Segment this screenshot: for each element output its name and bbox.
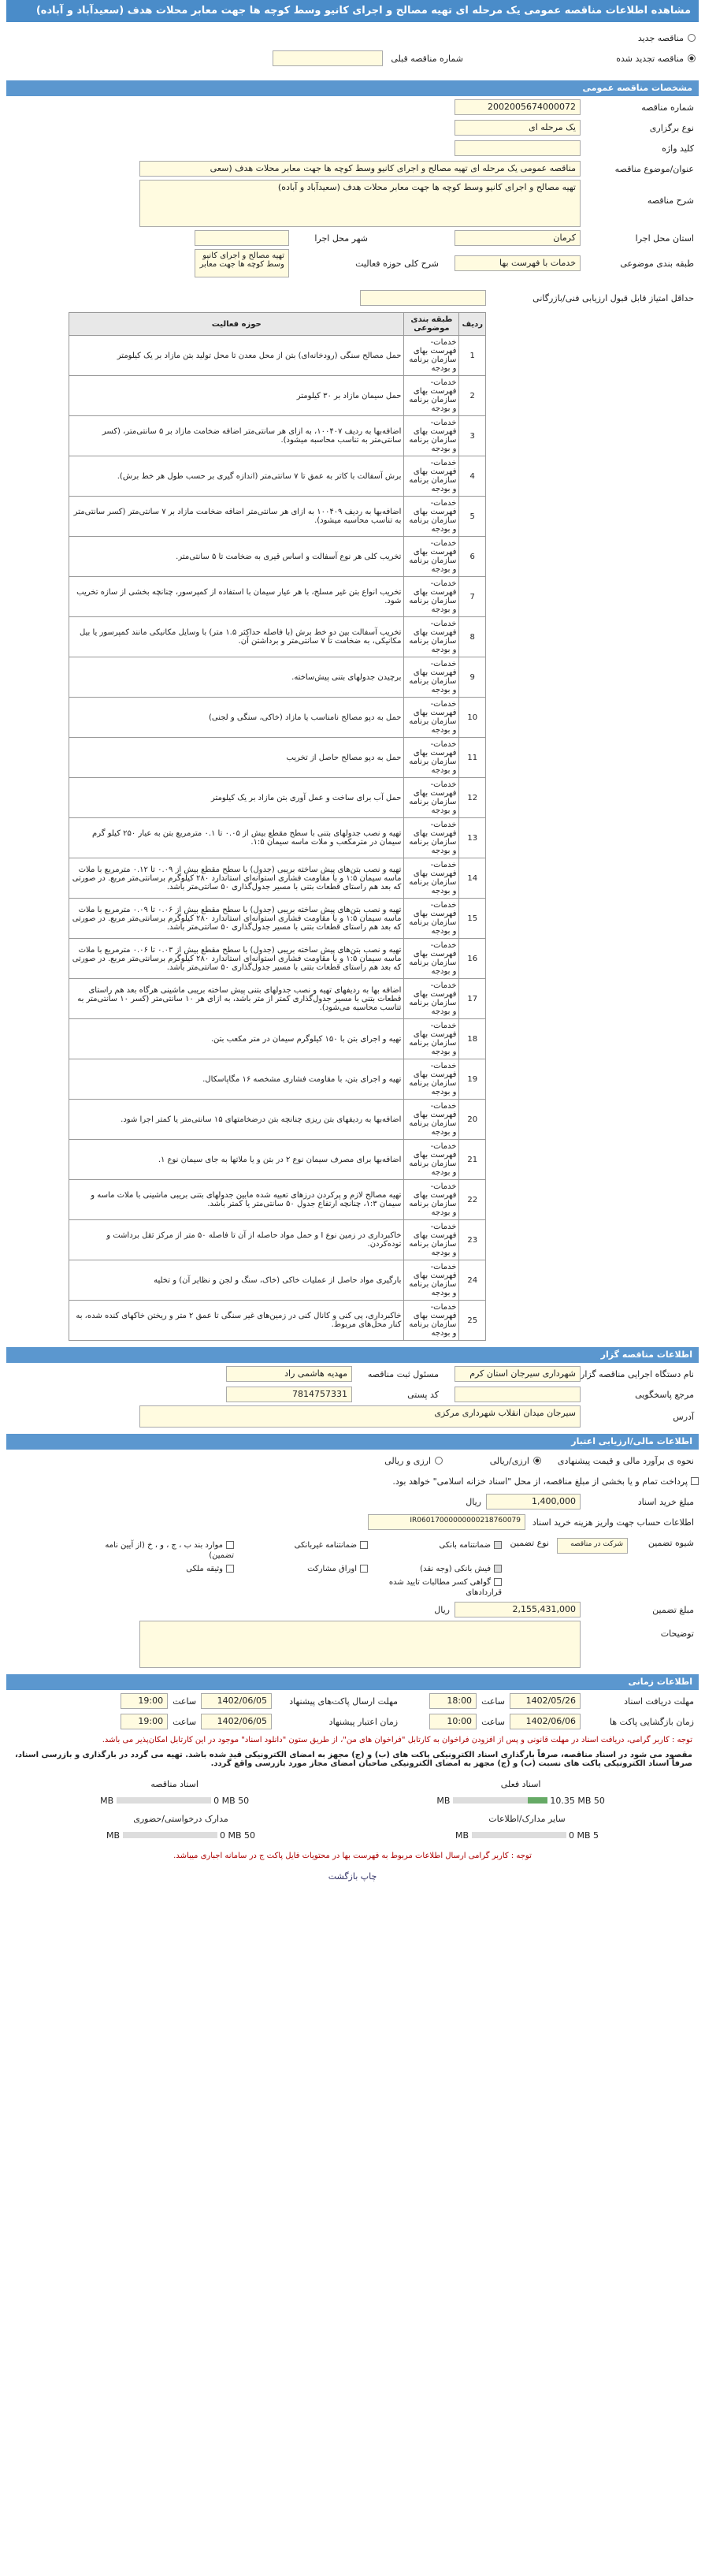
print-link[interactable]: چاپ بازگشت [328,1871,377,1882]
row-activity: بارگیری مواد حاصل از عملیات خاکی (خاک، سنگ و لجن و نظایر آن) و تخلیه [69,1260,404,1301]
subject-field: مناقصه عمومی یک مرحله ای تهیه مصالح و اجرای کانیو وسط کوچه ها جهت معابر محلات هدف (سعی [139,161,581,177]
row-category: خدمات-فهرست بهای سازمان برنامه و بودجه [404,858,459,899]
method-label: نحوه ی برآورد مالی و قیمت پیشنهادی [557,1455,694,1466]
row-number: 2 [459,376,486,416]
row-number: 11 [459,738,486,778]
doc-current-label: اسناد فعلی [500,1779,541,1789]
row-activity: اضافه‌بها به ردیف ۱۰۰۴۰۷، به ازای هر سانتی‌متر اضافه ضخامت مازاد بر ۵ سانتی‌متر، (کسر سانتی‌متر به تناسب محاسبه میشود). [69,416,404,456]
table-row [69,1019,486,1059]
row-number: 5 [459,497,486,537]
guarantee-option-label: ضمانتنامه بانکی [439,1541,491,1550]
keyword-label: کلید واژه [662,143,694,154]
table-row [69,899,486,939]
row-number: 10 [459,698,486,738]
keyword-field [455,140,581,156]
row-number: 1 [459,336,486,376]
unit-label: مسئول ثبت مناقصه [367,1368,439,1379]
row-activity: تخریب کلی هر نوع آسفالت و اساس قیری به ضخامت تا ۵ سانتی‌متر. [69,537,404,577]
row-category: خدمات-فهرست بهای سازمان برنامه و بودجه [404,698,459,738]
guarantee-option-label: اوراق مشارکت [307,1565,357,1573]
row-activity: حمل به دپو مصالح نامناسب یا مازاد (خاکی، سنگی و لجنی) [69,698,404,738]
table-row [69,778,486,818]
row-activity: اضافه‌بها برای مصرف سیمان نوع ۲ در بتن و یا ملاتها به جای سیمان نوع ۱. [69,1140,404,1180]
row-number: 13 [459,818,486,858]
guarantee-option-label: موارد بند ب ، ج ، و ، خ (از آیین نامه تضمین) [105,1541,234,1560]
row-category: خدمات-فهرست بهای سازمان برنامه و بودجه [404,1301,459,1341]
row-category: خدمات-فهرست بهای سازمان برنامه و بودجه [404,1019,459,1059]
row-category: خدمات-فهرست بهای سازمان برنامه و بودجه [404,537,459,577]
items-table [69,312,486,1341]
doc-req [106,1814,255,1841]
general-work-field: تهیه مصالح و اجرای کانیو وسط کوچه ها جهت معابر [195,249,289,277]
number-field: 2002005674000072 [455,99,581,115]
row-category: خدمات-فهرست بهای سازمان برنامه و بودجه [404,1180,459,1220]
row-activity: حمل سیمان مازاد بر ۳۰ کیلومتر [69,376,404,416]
doc-req-bar [123,1832,217,1838]
city-label: شهر محل اجرا [314,233,368,244]
new-tender-label: مناقصه جدید [637,32,684,43]
table-row [69,416,486,456]
row-number: 9 [459,657,486,698]
table-row [69,1059,486,1100]
row-category: خدمات-فهرست بهای سازمان برنامه و بودجه [404,1059,459,1100]
footer-note: توجه : کاربر گرامی ارسال اطلاعات مربوط به فهرست بها در محتویات فایل پاکت ج در سامانه اجباری میباشد. [173,1852,532,1860]
min-score-label: حداقل امتیاز قابل قبول ارزیابی فنی/بازرگانی [532,292,694,303]
guarantee-option-label: گواهی کسر مطالبات تایید شده قراردادهای [388,1578,502,1597]
row-number: 22 [459,1180,486,1220]
doc-pub-label: اسناد مناقصه [150,1779,199,1789]
org-name-field: شهرداری سیرجان استان کرم [455,1366,581,1382]
table-row [69,577,486,617]
table-row [69,1180,486,1220]
doc-other [455,1814,599,1841]
doc-current-bar-fill [528,1797,547,1804]
doc-pub-size: 0 MB [213,1796,236,1806]
row-activity: خاکبرداری، پی کنی و کانال کنی در زمین‌های غیر سنگی تا عمق ۲ متر و ریختن خاکهای کنده شده، به کنار محل‌های مربوط. [69,1301,404,1341]
guarantee-checkbox[interactable] [494,1541,502,1549]
doc-req-max: 50 MB [106,1830,256,1841]
prev-tender-input[interactable] [273,50,383,66]
category-field: خدمات با فهرست بها [455,255,581,271]
doc-note-2: مقصود می شود در اسناد مناقصه، صرفاً بارگذاری اسناد الکترونیکی پاکت های (ب) و (ج) مجهز به امضای الکترونیکی قید شده باشد. تهیه می گردد در بارگذاری و بازرسی اسناد، صرفاً اسناد الکترونیکی پاکت های نسبت (ب) و (ج) مجهز به امضای الکترونیکی صاحبان امضای مجاز مورد بازرسی واقع گردد. [15,1751,692,1768]
table-row [69,376,486,416]
guarantee-options [92,1538,502,1599]
doc-pub-bar [117,1797,211,1804]
table-row [69,1100,486,1140]
doc-current [436,1779,605,1806]
open-time-label: ساعت [481,1716,505,1727]
table-row [69,1301,486,1341]
city-field [195,230,289,246]
desc-label: شرح مناقصه [647,195,694,206]
doc-current-size: 10.35 MB [550,1796,592,1806]
guarantee-checkbox[interactable] [360,1541,368,1549]
send-time: 19:00 [121,1693,168,1709]
doc-pub [100,1779,249,1806]
treasury-checkbox[interactable] [691,1477,699,1485]
col-category: طبقه بندی موضوعی [404,313,459,336]
row-activity: اضافه بها به ردیفهای تهیه و نصب جدولهای بتنی پیش ساخته بریبی ماشینی هرگاه بعد هم راستای قطعات بتنی با مسیر جدول‌گذاری کمتر از متر باشد، به ازای هر ۱۰ سانتی‌متر (کسر ۱۰ سانتی‌متر به تناسب محاسبه می‌شود). [69,979,404,1019]
table-row [69,858,486,899]
row-activity: اضافه‌بها به ردیف ۱۰۰۴۰۹ به ازای هر سانتی‌متر اضافه ضخامت مازاد بر ۷ سانتی‌متر (کسر سانتی‌متر به تناسب محاسبه میشود). [69,497,404,537]
method-opt1-radio[interactable] [533,1457,541,1465]
row-activity: حمل آب برای ساخت و عمل آوری بتن مازاد بر یک کیلومتر [69,778,404,818]
pub-time: 18:00 [429,1693,477,1709]
province-field: کرمان [455,230,581,246]
org-name-label: نام دستگاه اجرایی مناقصه گزار [581,1368,694,1379]
row-number: 7 [459,577,486,617]
guarantee-desc-field [139,1621,581,1668]
row-category: خدمات-فهرست بهای سازمان برنامه و بودجه [404,738,459,778]
row-number: 8 [459,617,486,657]
table-row [69,738,486,778]
guarantee-checkbox[interactable] [360,1565,368,1573]
min-score-field [360,290,486,306]
valid-time-label: ساعت [173,1716,197,1727]
guarantee-option-label: فیش بانکی (وجه نقد) [420,1565,491,1573]
kind-label: شیوه تضمین [647,1538,694,1548]
doc-req-size: 0 MB [220,1830,242,1841]
row-number: 17 [459,979,486,1019]
guarantee-option[interactable] [234,1563,368,1573]
valid-date: 1402/06/05 [201,1714,272,1729]
prev-tender-label: شماره مناقصه قبلی [391,53,463,64]
doc-current-bar [453,1797,547,1804]
row-activity: تهیه و نصب بتن‌های پیش ساخته بریبی (جدول) با سطح مقطع بیش از ۰.۰۶ تا ۰.۰۹ مترمربع با ملات ماسه سیمان ۱:۵ و با مقاومت فشاری استوانه‌ای استاندارد ۲۸۰ کیلوگرم برسانتی‌متر مربع. در صورتی که بعد هم راستای قطعات بتنی با مسیر جدول‌گذاری ۵۰ سانتی‌متر باشد. [69,899,404,939]
ref-field [455,1387,581,1402]
type-field: یک مرحله ای [455,120,581,136]
general-work-label: شرح کلی حوزه فعالیت [355,258,439,269]
row-category: خدمات-فهرست بهای سازمان برنامه و بودجه [404,899,459,939]
province-label: استان محل اجرا [635,233,694,244]
row-category: خدمات-فهرست بهای سازمان برنامه و بودجه [404,617,459,657]
method-opt2-label: ارزی و ریالی [384,1455,431,1466]
table-row [69,939,486,979]
guarantee-option[interactable] [368,1576,502,1597]
account-field: IR06017000000000218760079 [368,1514,525,1530]
amount-field: 2,155,431,000 [455,1602,581,1617]
guarantee-checkbox[interactable] [226,1541,234,1549]
pub-date: 1402/05/26 [510,1693,581,1709]
col-activity: حوزه فعالیت [69,313,404,336]
table-row [69,336,486,376]
fee-label: مبلغ خرید اسناد [637,1496,694,1507]
open-label: زمان بازگشایی پاکت ها [609,1716,694,1727]
row-number: 24 [459,1260,486,1301]
send-label: مهلت ارسال پاکت‌های پیشنهاد [289,1696,399,1707]
table-row [69,1140,486,1180]
postal-label: کد پستی [407,1389,439,1400]
table-row [69,1260,486,1301]
valid-time: 19:00 [121,1714,168,1729]
row-activity: تهیه و اجرای بتن با ۱۵۰ کیلوگرم سیمان در متر مکعب بتن. [69,1019,404,1059]
doc-other-label: سایر مدارک/اطلاعات [488,1814,566,1824]
amount-unit: ریال [434,1604,450,1615]
table-row [69,537,486,577]
row-category: خدمات-فهرست بهای سازمان برنامه و بودجه [404,336,459,376]
type-label: نوع برگزاری [649,122,694,133]
row-category: خدمات-فهرست بهای سازمان برنامه و بودجه [404,1140,459,1180]
pub-label: مهلت دریافت اسناد [624,1696,694,1707]
row-category: خدمات-فهرست بهای سازمان برنامه و بودجه [404,818,459,858]
col-row: ردیف [459,313,486,336]
guarantee-checkbox[interactable] [494,1578,502,1586]
row-category: خدمات-فهرست بهای سازمان برنامه و بودجه [404,456,459,497]
row-number: 18 [459,1019,486,1059]
guarantee-option-label: وثیقه ملکی [186,1565,223,1573]
row-category: خدمات-فهرست بهای سازمان برنامه و بودجه [404,1260,459,1301]
guarantee-option[interactable] [100,1563,234,1573]
guarantee-desc-label: توضیحات [660,1629,694,1639]
row-activity: تهیه و نصب بتن‌های پیش ساخته بریبی (جدول) با سطح مقطع بیش از ۰.۰۹ تا ۰.۱۲ مترمربع با ملات ماسه سیمان ۱:۵ و با مقاومت فشاری استوانه‌ای استاندارد ۲۸۰ کیلوگرم برسانتی‌متر مربع. در صورتی که بعد هم راستای قطعات بتنی با مسیر جدول‌گذاری ۵۰ سانتی‌متر باشد. [69,858,404,899]
row-number: 15 [459,899,486,939]
row-number: 12 [459,778,486,818]
send-time-label: ساعت [173,1696,197,1707]
guarantee-option[interactable] [234,1539,368,1560]
fee-field: 1,400,000 [486,1494,581,1509]
account-label: اطلاعات حساب جهت واریز هزینه خرید اسناد [532,1517,694,1528]
row-category: خدمات-فهرست بهای سازمان برنامه و بودجه [404,577,459,617]
row-number: 14 [459,858,486,899]
table-row [69,456,486,497]
guarantee-option[interactable] [100,1539,234,1560]
doc-req-label: مدارک درخواستی/حضوری [133,1814,228,1824]
guarantee-option[interactable] [368,1563,502,1573]
row-activity: برش آسفالت با کاتر به عمق تا ۷ سانتی‌متر (اندازه گیری بر حسب طول هر خط برش). [69,456,404,497]
row-activity: اضافه‌بها به ردیفهای بتن ریزی چنانچه بتن درضخامتهای ۱۵ سانتی‌متر یا کمتر اجرا شود. [69,1100,404,1140]
row-number: 3 [459,416,486,456]
schedule-section-header: اطلاعات زمانی [6,1674,699,1690]
open-date: 1402/06/06 [510,1714,581,1729]
doc-other-size: 0 MB [569,1830,591,1841]
method-opt1-label: ارزی/ریالی [489,1455,529,1466]
doc-other-max: 5 MB [455,1830,599,1841]
row-category: خدمات-فهرست بهای سازمان برنامه و بودجه [404,939,459,979]
row-category: خدمات-فهرست بهای سازمان برنامه و بودجه [404,497,459,537]
send-date: 1402/06/05 [201,1693,272,1709]
page-title: مشاهده اطلاعات مناقصه عمومی یک مرحله ای تهیه مصالح و اجرای کانیو وسط کوچه ها جهت معابر محلات هدف (سعیدآباد و آباده) [6,0,699,22]
row-category: خدمات-فهرست بهای سازمان برنامه و بودجه [404,979,459,1019]
desc-field: تهیه مصالح و اجرای کانیو وسط کوچه ها جهت معابر محلات هدف (سعیدآباد و آباده) [139,180,581,227]
guarantee-option[interactable] [368,1539,502,1560]
postal-field: 7814757331 [226,1387,352,1402]
doc-current-max: 50 MB [436,1796,605,1806]
row-number: 16 [459,939,486,979]
row-activity: خاکبرداری در زمین نوع I و حمل مواد حاصله از آن تا فاصله ۵۰ متر از مرکز ثقل برداشت و توده‌کردن. [69,1220,404,1260]
row-activity: تخریب انواع بتن غیر مسلح، با هر عیار سیمان با استفاده از کمپرسور، چنانچه بخشی از سازه تخریب شود. [69,577,404,617]
new-tender-radio[interactable] [688,34,696,42]
subject-label: عنوان/موضوع مناقصه [614,163,694,174]
finance-section-header: اطلاعات مالی/ارزیابی اعتبار [6,1434,699,1450]
row-activity: تهیه مصالح لازم و پرکردن درزهای تعبیه شده مابین جدولهای بتنی بریبی ماشینی با ملات ماسه و سیمان ۱:۳، چنانچه ارتفاع جدول ۵۰ سانتی‌متر یا کمتر باشد. [69,1180,404,1220]
guarantee-option-label: ضمانتنامه غیربانکی [294,1541,357,1550]
row-number: 19 [459,1059,486,1100]
row-category: خدمات-فهرست بهای سازمان برنامه و بودجه [404,376,459,416]
table-row [69,698,486,738]
table-row [69,1220,486,1260]
row-category: خدمات-فهرست بهای سازمان برنامه و بودجه [404,416,459,456]
fee-unit: ریال [466,1496,481,1507]
table-row [69,657,486,698]
table-row [69,979,486,1019]
row-activity: برچیدن جدولهای بتنی پیش‌ساخته. [69,657,404,698]
table-row [69,818,486,858]
row-category: خدمات-فهرست بهای سازمان برنامه و بودجه [404,778,459,818]
doc-note-1: توجه : کاربر گرامی، دریافت اسناد در مهلت قانونی و پس از افزودن فراخوان به کارتابل "فراخوان های من"، از طریق ستون "دانلود اسناد" موجود در این کارتابل امکان‌پذیر می باشد. [102,1736,692,1744]
renewed-tender-radio[interactable] [688,54,696,62]
type-guarantee-label: نوع تضمین [510,1538,549,1548]
pub-time-label: ساعت [481,1696,505,1707]
row-category: خدمات-فهرست بهای سازمان برنامه و بودجه [404,1100,459,1140]
treasury-note: پرداخت تمام و یا بخشی از مبلغ مناقصه، از محل "اسناد خزانه اسلامی" خواهد بود. [392,1476,688,1487]
row-activity: تهیه و نصب بتن‌های پیش ساخته بریبی (جدول) با سطح مقطع بیش از ۰.۰۳ تا ۰.۰۶ مترمربع با ملات ماسه سیمان ۱:۵ و با مقاومت فشاری استوانه‌ای استاندارد ۲۸۰ کیلوگرم برسانتی‌متر مربع. در صورتی که بعد هم راستای قطعات بتنی با مسیر جدول‌گذاری ۵۰ سانتی‌متر باشد. [69,939,404,979]
doc-pub-max: 50 MB [100,1796,250,1806]
row-activity: حمل به دپو مصالح حاصل از تخریب [69,738,404,778]
row-activity: تهیه و اجرای بتن، با مقاومت فشاری مشخصه ۱۶ مگاپاسکال. [69,1059,404,1100]
table-row [69,497,486,537]
address-label: آدرس [673,1411,694,1422]
category-label: طبقه بندی موضوعی [620,258,694,269]
table-row [69,617,486,657]
kind-field: شرکت در مناقصه [557,1538,628,1554]
row-category: خدمات-فهرست بهای سازمان برنامه و بودجه [404,657,459,698]
amount-label: مبلغ تضمین [652,1604,694,1615]
number-label: شماره مناقصه [641,102,694,113]
organizer-section-header: اطلاعات مناقصه گزار [6,1347,699,1363]
row-number: 23 [459,1220,486,1260]
unit-field: مهدیه هاشمی راد [226,1366,352,1382]
doc-other-bar [472,1832,566,1838]
ref-label: مرجع پاسخگویی [635,1389,694,1400]
guarantee-checkbox[interactable] [494,1565,502,1573]
row-number: 25 [459,1301,486,1341]
row-number: 6 [459,537,486,577]
method-opt2-radio[interactable] [435,1457,443,1465]
row-activity: تخریب آسفالت بین دو خط برش (با فاصله حداکثر ۱.۵ متر) با وسایل مکانیکی مانند کمپرسور یا بیل مکانیکی، به ضخامت تا ۷ سانتی‌متر و برداشتن آن. [69,617,404,657]
renewed-tender-label: مناقصه تجدید شده [616,53,684,64]
open-time: 10:00 [429,1714,477,1729]
row-number: 20 [459,1100,486,1140]
row-number: 4 [459,456,486,497]
address-field: سیرجان میدان انقلاب شهرداری مرکزی [139,1405,581,1428]
guarantee-checkbox[interactable] [226,1565,234,1573]
row-activity: تهیه و نصب جدولهای بتنی با سطح مقطع بیش از ۰.۰۵ تا ۰.۱ مترمربع بتن به عیار ۲۵۰ کیلو گرم سیمان در مترمکعب و ملات ماسه سیمان ۱:۵. [69,818,404,858]
row-number: 21 [459,1140,486,1180]
row-activity: حمل مصالح سنگی (رودخانه‌ای) بتن از محل معدن تا محل تولید بتن مازاد بر یک کیلومتر [69,336,404,376]
row-category: خدمات-فهرست بهای سازمان برنامه و بودجه [404,1220,459,1260]
valid-label: زمان اعتبار پیشنهاد [328,1716,399,1727]
general-section-header: مشخصات مناقصه عمومی [6,80,699,96]
